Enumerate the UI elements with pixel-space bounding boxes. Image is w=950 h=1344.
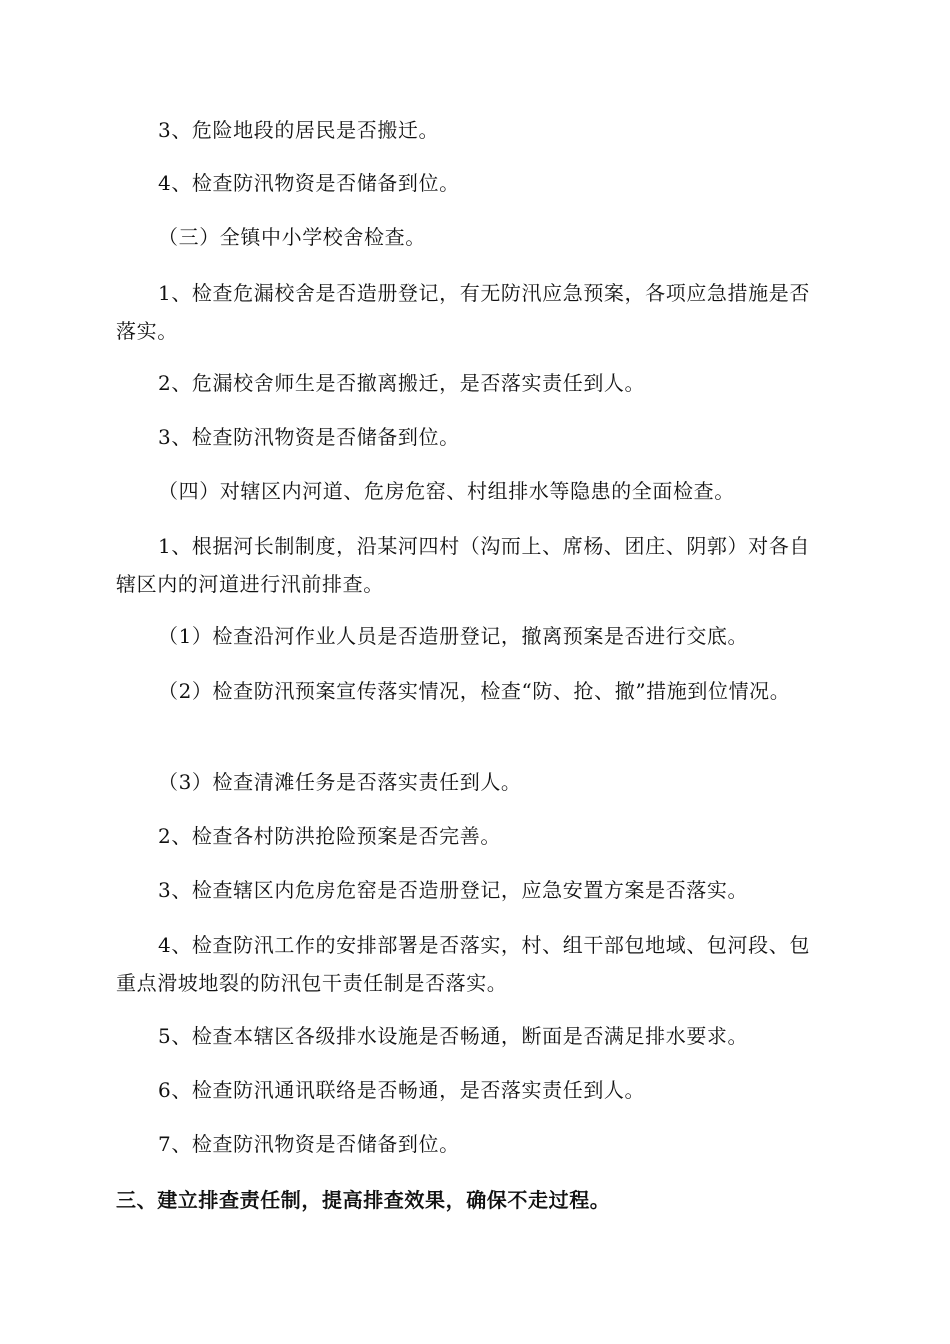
paragraph-7: （1）检查沿河作业人员是否造册登记，撤离预案是否进行交底。 xyxy=(158,624,749,648)
paragraph-2: 4、检查防汛物资是否储备到位。 xyxy=(158,171,460,195)
paragraph-3: 1、检查危漏校舍是否造册登记，有无防汛应急预案，各项应急措施是否落实。 xyxy=(116,281,810,343)
paragraph-13: 5、检查本辖区各级排水设施是否畅通，断面是否满足排水要求。 xyxy=(158,1024,749,1048)
paragraph-14: 6、检查防汛通讯联络是否畅通，是否落实责任到人。 xyxy=(158,1078,646,1102)
paragraph-4: 2、危漏校舍师生是否撤离搬迁，是否落实责任到人。 xyxy=(158,371,646,395)
paragraph-5: 3、检查防汛物资是否储备到位。 xyxy=(158,425,460,449)
paragraph-1: 3、危险地段的居民是否搬迁。 xyxy=(158,118,440,142)
paragraph-6: 1、根据河长制制度，沿某河四村（沟而上、席杨、团庄、阴郭）对各自辖区内的河道进行汛前排查。 xyxy=(116,534,810,596)
paragraph-11: 3、检查辖区内危房危窑是否造册登记，应急安置方案是否落实。 xyxy=(158,878,749,902)
subsection-title-4: （四）对辖区内河道、危房危窑、村组排水等隐患的全面检查。 xyxy=(158,479,735,503)
paragraph-8: （2）检查防汛预案宣传落实情况，检查“防、抢、撤”措施到位情况。 xyxy=(158,679,791,703)
paragraph-12: 4、检查防汛工作的安排部署是否落实，村、组干部包地域、包河段、包重点滑坡地裂的防汛包干责任制是否落实。 xyxy=(116,933,810,995)
paragraph-15: 7、检查防汛物资是否储备到位。 xyxy=(158,1132,460,1156)
paragraph-10: 2、检查各村防洪抢险预案是否完善。 xyxy=(158,824,501,848)
section-heading: 三、建立排查责任制，提高排查效果，确保不走过程。 xyxy=(116,1188,611,1212)
subsection-title-3: （三）全镇中小学校舍检查。 xyxy=(158,225,426,249)
paragraph-9: （3）检查清滩任务是否落实责任到人。 xyxy=(158,770,522,794)
